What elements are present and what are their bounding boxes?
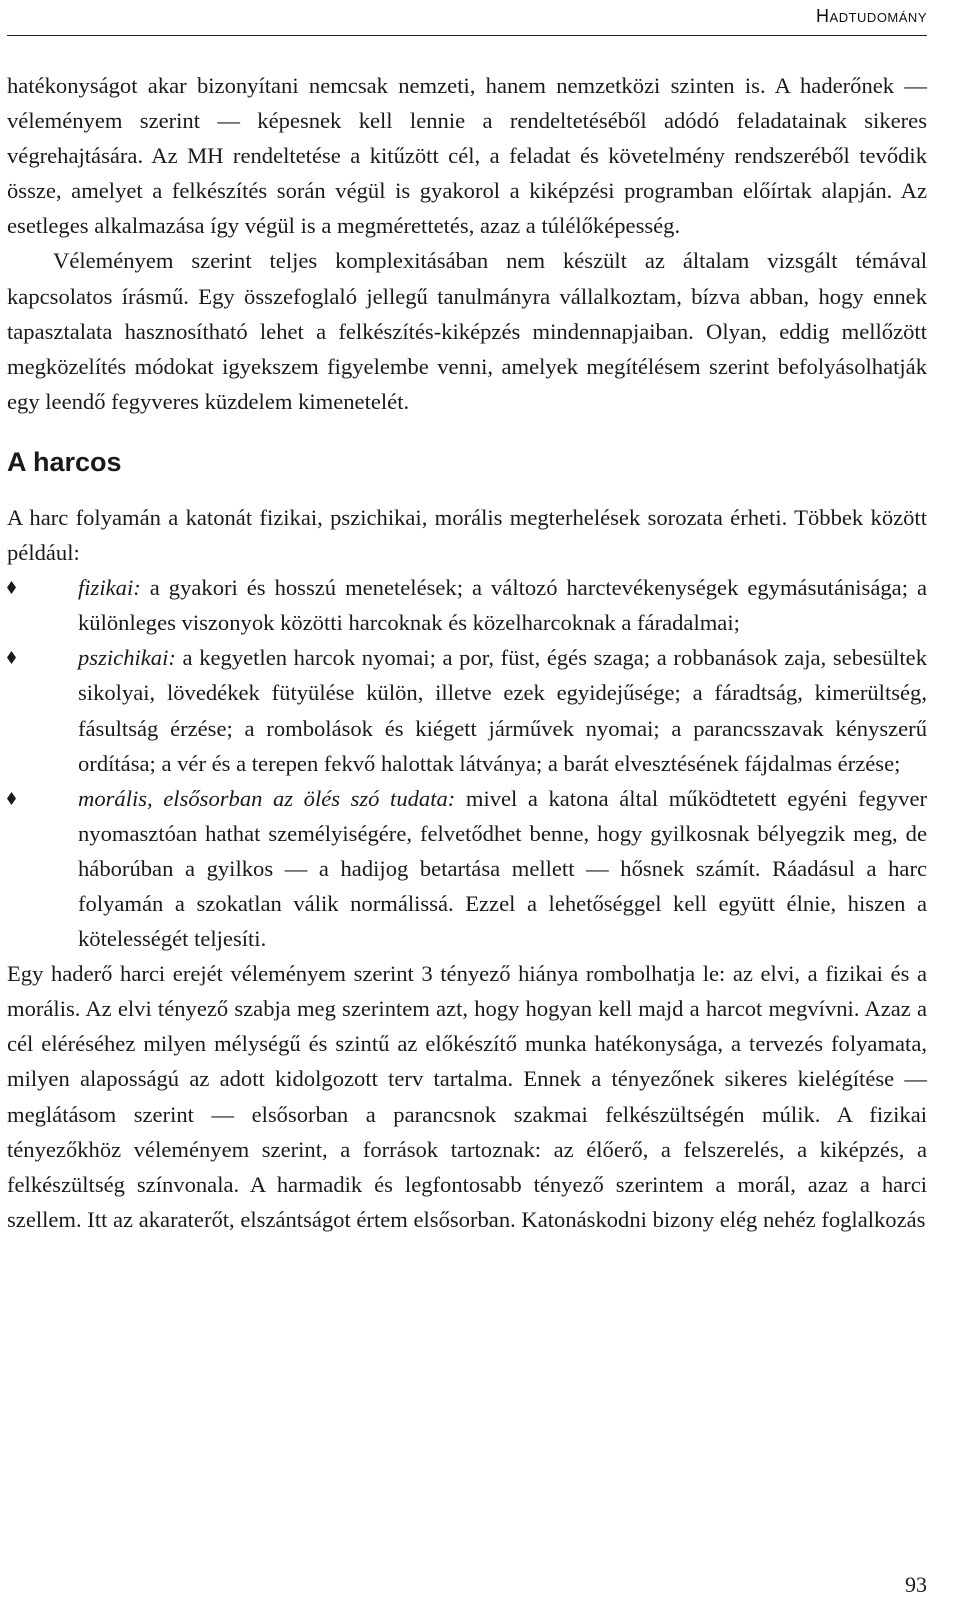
list-item-text: a gyakori és hosszú menetelések; a változó harctevékenységek egymásutánisága; a különleges viszonyok közötti harcoknak és közelharcoknak a fáradalmai; <box>78 575 927 636</box>
paragraph-intro-continued: hatékonyságot akar bizonyítani nemcsak nemzeti, hanem nemzetközi szinten is. A haderőnek — véleményem szerint — képesnek kell lennie a rendeltetéséből adódó feladatainak sikeres végrehajtására. Az MH rendeltetése a kitűzött cél, a feladat és követelmény rendszeréből tevődik össze, amelyet a felkészítés során végül is gyakorol a kiképzési programban előírtak alapján. Az esetleges alkalmazása így végül is a megmérettetés, azaz a túlélőképesség. <box>7 73 927 239</box>
paragraph-burdens-intro: A harc folyamán a katonát fizikai, pszichikai, morális megterhelések sorozata érheti. Többek között például: <box>7 504 927 566</box>
running-header <box>7 0 927 36</box>
diamond-bullet-icon <box>7 781 21 816</box>
list-item-physical <box>7 570 927 640</box>
list-item-text: mivel a katona által működtetett egyéni fegyver nyomasztóan hathat személyiségére, felvetődhet benne, hogy gyilkosnak bélyegzik meg, de háborúban a gyilkos — a hadijog betartása mellett — hősnek számít. Ráadásul a harc folyamán a szokatlan válik normálissá. Ezzel a lehetőséggel kell együtt élnie, hiszen a kötelességét teljesíti. <box>78 785 927 952</box>
header-title: Hadtudomány <box>816 6 927 26</box>
diamond-bullet-icon <box>7 570 21 605</box>
burden-list <box>7 570 927 956</box>
section-heading: A harcos <box>7 446 122 477</box>
list-item-term: fizikai: <box>78 575 141 601</box>
page-body <box>7 68 927 1237</box>
paragraph-combat-power: Egy haderő harci erejét véleményem szerint 3 tényező hiánya rombolhatja le: az elvi, a fizikai és a morális. Az elvi tényező szabja meg szerintem azt, hogy hogyan kell majd a harcot megvívni. Azaz a cél eléréséhez milyen mélységű és szintű az előkészítő munka hatékonysága, a tervezés folyamata, milyen alaposságú az adott kidolgozott terv tartalma. Ennek a tényezőnek sikeres kielégítése — meglátásom szerint — elsősorban a parancsnok szakmai felkészültségén múlik. A fizikai tényezőkhöz véleményem szerint, a források tartoznak: az élőerő, a felszerelés, a kiképzés, a felkészültség színvonala. A harmadik és legfontosabb tényező szerintem a morál, azaz a harci szellem. Itt az akaraterőt, elszántságot értem elsősorban. Katonáskodni bizony elég nehéz foglalkozás <box>7 961 927 1232</box>
list-item-term: morális, elsősorban az ölés szó tudata: <box>78 785 456 811</box>
list-item-psychological <box>7 640 927 780</box>
diamond-bullet-icon <box>7 640 21 675</box>
page-number: 93 <box>905 1572 927 1597</box>
list-item-term: pszichikai: <box>78 645 176 671</box>
paragraph-opinion: Véleményem szerint teljes komplexitásában nem készült az általam vizsgált témával kapcsolatos írásmű. Egy összefoglaló jellegű tanulmányra vállalkoztam, bízva abban, hogy ennek tapasztalata hasznosítható lehet a felkészítés-kiképzés mindennapjaiban. Olyan, eddig mellőzött megközelítés módokat igyekszem figyelembe venni, amelyek megítélésem szerint befolyásolhatják egy leendő fegyveres küzdelem kimenetelét. <box>7 248 927 414</box>
list-item-text: a kegyetlen harcok nyomai; a por, füst, égés szaga; a robbanások zaja, sebesültek sikolyai, lövedékek fütyülése külön, illetve ezek egyidejűsége; a fáradtság, kimerültség, fásultság érzése; a rombolások és kiégett járművek nyomai; a parancsszavak kényszerű ordítása; a vér és a terepen fekvő halottak látványa; a barát elvesztésének fájdalmas érzése; <box>78 645 927 776</box>
list-item-moral <box>7 781 927 956</box>
